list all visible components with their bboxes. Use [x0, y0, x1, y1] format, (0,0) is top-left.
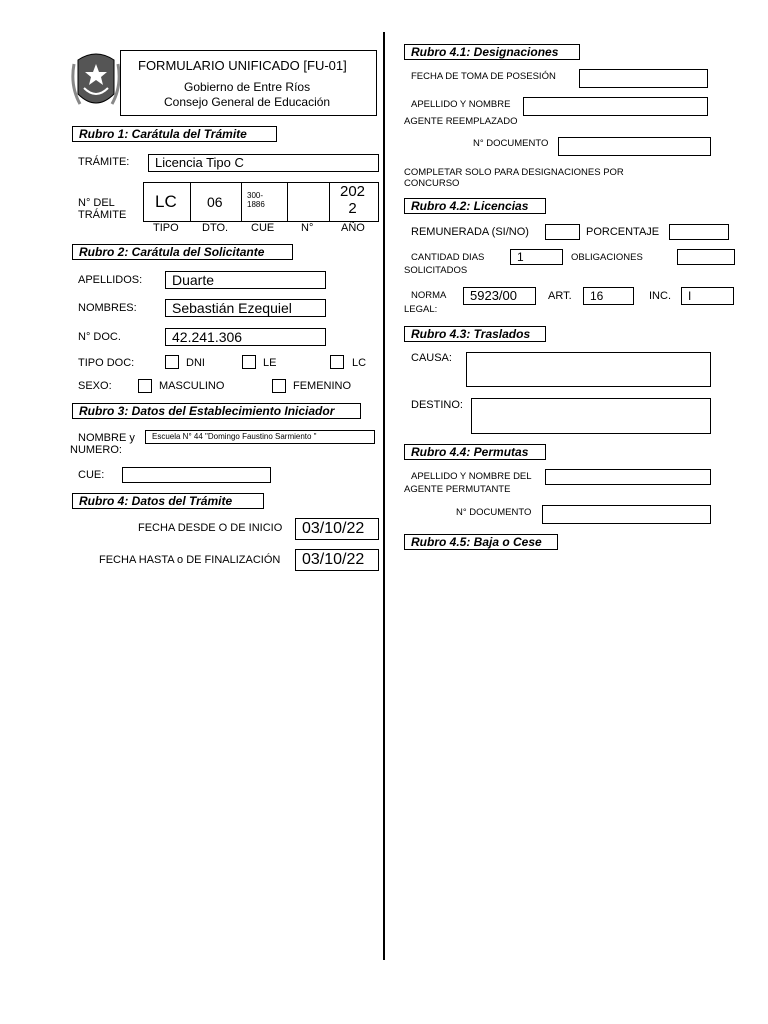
remunerada-label: REMUNERADA (SI/NO) [411, 226, 529, 238]
nombres-field[interactable]: Sebastián Ezequiel [165, 299, 326, 317]
tipodoc-label: TIPO DOC: [78, 357, 135, 369]
apellido-permutante-label-2: AGENTE PERMUTANTE [404, 484, 511, 495]
destino-field[interactable] [471, 398, 711, 434]
nombres-label: NOMBRES: [78, 302, 137, 314]
inc-field[interactable]: I [681, 287, 734, 305]
nombre-numero-label-2: NUMERO: [70, 444, 122, 456]
rubro-3-title: Rubro 3: Datos del Establecimiento Iniciador [72, 403, 361, 419]
fecha-toma-field[interactable] [579, 69, 708, 88]
masculino-checkbox[interactable] [138, 379, 152, 393]
doc-label: N° DOC. [78, 331, 121, 343]
norma-legal-label-1: NORMA [411, 290, 447, 301]
masculino-label: MASCULINO [159, 380, 225, 392]
dto-value[interactable]: 06 [207, 194, 223, 210]
dni-label: DNI [186, 357, 205, 369]
tramite-label: TRÁMITE: [78, 156, 130, 168]
obligaciones-field[interactable] [677, 249, 735, 265]
rubro-41-title: Rubro 4.1: Designaciones [404, 44, 580, 60]
rubro-43-title: Rubro 4.3: Traslados [404, 326, 546, 342]
rubro-44-title: Rubro 4.4: Permutas [404, 444, 546, 460]
doc-field[interactable]: 42.241.306 [165, 328, 326, 346]
form-title: FORMULARIO UNIFICADO [FU-01] [138, 58, 347, 73]
remunerada-field[interactable] [545, 224, 580, 240]
apellido-nombre-label: APELLIDO Y NOMBRE [411, 99, 511, 110]
cue-value[interactable]: 300- 1886 [247, 191, 265, 210]
obligaciones-label: OBLIGACIONES [571, 252, 643, 263]
documento-44-field[interactable] [542, 505, 711, 524]
completar-line-1: COMPLETAR SOLO PARA DESIGNACIONES POR [404, 167, 624, 178]
sexo-label: SEXO: [78, 380, 112, 392]
le-label: LE [263, 357, 277, 369]
cantidad-dias-label-1: CANTIDAD DIAS [411, 252, 485, 263]
norma-legal-field[interactable]: 5923/00 [463, 287, 536, 305]
completar-line-2: CONCURSO [404, 178, 460, 189]
inc-label: INC. [649, 290, 671, 302]
le-checkbox[interactable] [242, 355, 256, 369]
norma-legal-label-2: LEGAL: [404, 304, 438, 315]
cue-field[interactable] [122, 467, 271, 483]
col-dto-label: DTO. [202, 222, 229, 234]
rubro-1-title: Rubro 1: Carátula del Trámite [72, 126, 277, 142]
agente-reemplazado-label: AGENTE REEMPLAZADO [404, 116, 518, 127]
nro-tramite-label-1: N° DEL [78, 197, 115, 209]
rubro-45-title: Rubro 4.5: Baja o Cese [404, 534, 558, 550]
fecha-desde-label: FECHA DESDE O DE INICIO [138, 522, 283, 534]
apellido-permutante-field[interactable] [545, 469, 711, 485]
fecha-desde-field[interactable]: 03/10/22 [295, 518, 379, 540]
anio-value[interactable]: 202 2 [340, 183, 366, 217]
nro-tramite-label-2: TRÁMITE [78, 209, 127, 221]
tramite-field[interactable]: Licencia Tipo C [148, 154, 379, 172]
apellido-nombre-field[interactable] [523, 97, 708, 116]
fecha-toma-label: FECHA DE TOMA DE POSESIÓN [411, 71, 556, 82]
tipo-value[interactable]: LC [155, 192, 177, 211]
coat-of-arms-icon [70, 50, 122, 116]
cue-label: CUE: [78, 469, 105, 481]
documento-44-label: N° DOCUMENTO [456, 507, 532, 518]
art-label: ART. [548, 290, 572, 302]
col-cue-label: CUE [251, 222, 275, 234]
fecha-hasta-field[interactable]: 03/10/22 [295, 549, 379, 571]
femenino-label: FEMENINO [293, 380, 352, 392]
femenino-checkbox[interactable] [272, 379, 286, 393]
col-tipo-label: TIPO [153, 222, 179, 234]
fecha-hasta-label: FECHA HASTA o DE FINALIZACIÓN [99, 554, 281, 566]
porcentaje-field[interactable] [669, 224, 729, 240]
col-nro-label: N° [301, 222, 314, 234]
lc-label: LC [352, 357, 367, 369]
cantidad-dias-field[interactable]: 1 [510, 249, 563, 265]
rubro-4-title: Rubro 4: Datos del Trámite [72, 493, 264, 509]
lc-checkbox[interactable] [330, 355, 344, 369]
rubro-42-title: Rubro 4.2: Licencias [404, 198, 546, 214]
column-divider [383, 32, 385, 960]
causa-label: CAUSA: [411, 352, 452, 364]
destino-label: DESTINO: [411, 399, 463, 411]
documento-41-label: N° DOCUMENTO [473, 138, 549, 149]
cantidad-dias-label-2: SOLICITADOS [404, 265, 468, 276]
causa-field[interactable] [466, 352, 711, 387]
apellido-permutante-label-1: APELLIDO Y NOMBRE DEL [411, 471, 532, 482]
col-anio-label: AÑO [341, 222, 365, 234]
apellidos-label: APELLIDOS: [78, 274, 143, 286]
art-field[interactable]: 16 [583, 287, 634, 305]
rubro-2-title: Rubro 2: Carátula del Solicitante [72, 244, 293, 260]
establecimiento-field[interactable]: Escuela N° 44 "Domingo Faustino Sarmiento " [145, 430, 375, 444]
header-line-1: Gobierno de Entre Ríos [184, 80, 311, 94]
nombre-numero-label-1: NOMBRE y [78, 432, 135, 444]
dni-checkbox[interactable] [165, 355, 179, 369]
documento-41-field[interactable] [558, 137, 711, 156]
apellidos-field[interactable]: Duarte [165, 271, 326, 289]
header-line-2: Consejo General de Educación [164, 95, 331, 109]
porcentaje-label: PORCENTAJE [586, 226, 660, 238]
